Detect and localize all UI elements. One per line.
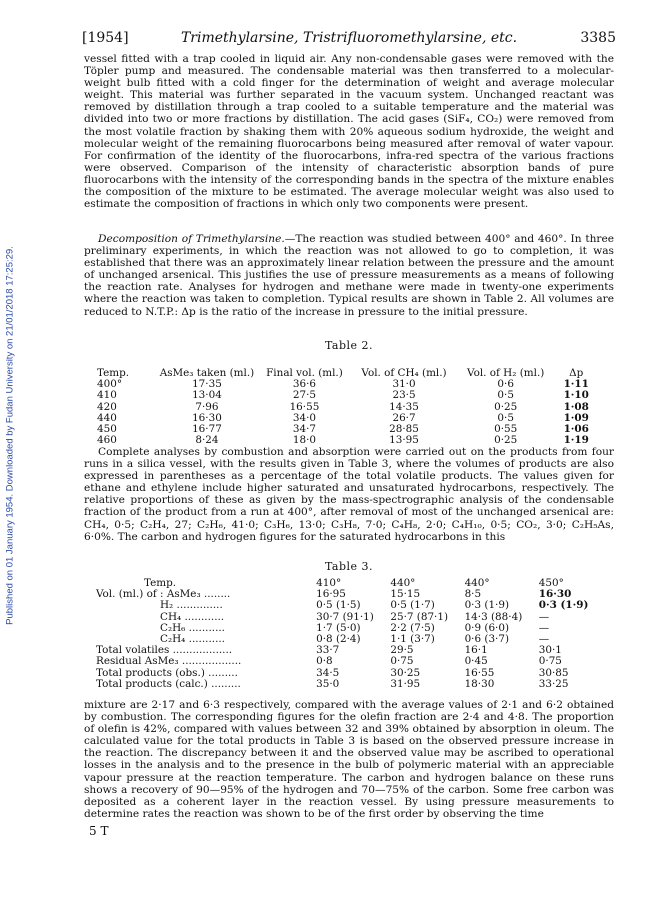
table-row <box>96 600 598 611</box>
table-cell: 30·1 <box>538 644 562 657</box>
table-2 <box>97 368 597 446</box>
table-cell: 34·5 <box>316 666 340 679</box>
table-cell: 1·1 (3·7) <box>390 633 435 646</box>
table-cell: 33·25 <box>538 677 569 690</box>
table-cell: 0·5 <box>497 411 514 424</box>
table-cell: 460 <box>97 434 117 447</box>
table-cell: 30·25 <box>390 666 421 679</box>
table-cell: 25·7 (87·1) <box>390 610 449 623</box>
column-header: Vol. of CH₄ (ml.) <box>361 367 447 379</box>
column-header: Temp. <box>97 367 130 379</box>
table-cell: 30·7 (91·1) <box>316 610 374 623</box>
table-cell: 7·96 <box>195 400 219 413</box>
paragraph-text: Complete analyses by combustion and absorption were carried out on the products from four runs in a silica vessel, with the results given in Table 3, where the volumes of products are also expressed in parentheses as a percentage of the total volatile products. The values given for ethane and ethylene include higher saturated and unsaturated hydrocarbons, respectively. The relative proportions of these as given by the mass-spectrographic analysis of the condensable fraction of the product from a run at 400°, after removal of most of the unchanged arsenical are: CH₄, 0·5; C₂H₄, 27; C₂H₆, 41·0; C₃H₆, 13·0; C₃H₈, 7·0; C₄H₈, 2·0; C₄H₁₀, 0·5; CO₂, 3·0; C₂H₅As, 6·0%. The carbon and hydrogen figures for the saturated hydrocarbons in this <box>84 446 614 543</box>
table-row <box>97 413 597 424</box>
section-heading: Decomposition of Trimethylarsine. <box>98 233 285 245</box>
table-cell: — <box>538 633 550 646</box>
table-cell: 410 <box>97 389 117 402</box>
signature-mark: 5 T <box>89 824 109 838</box>
table-cell: 0·9 (6·0) <box>464 621 510 634</box>
table-cell: C₂H₄ ........... <box>160 633 225 646</box>
table-cell: 0·25 <box>494 434 518 447</box>
table-row <box>97 424 597 435</box>
table-cell: 0·75 <box>390 655 414 668</box>
table-cell: H₂ .............. <box>160 599 223 612</box>
table-cell: 16·95 <box>316 588 346 601</box>
column-header: 450° <box>538 577 564 589</box>
column-header: 440° <box>390 577 416 589</box>
column-header: Vol. of H₂ (ml.) <box>467 367 545 379</box>
table-cell: 400° <box>97 378 123 391</box>
table-row <box>97 390 597 401</box>
table-cell: 16·1 <box>464 644 488 657</box>
table-cell: 0·6 <box>497 378 514 391</box>
table-cell: 36·6 <box>292 378 317 391</box>
table-cell: Vol. (ml.) of : AsMe₃ ........ <box>96 588 231 601</box>
table-header-row <box>97 368 597 379</box>
table-cell: 0·3 (1·9) <box>538 599 589 612</box>
table-cell: 1·19 <box>563 434 589 447</box>
table-row <box>97 379 597 390</box>
table-cell: 31·95 <box>390 677 421 690</box>
table-cell: Residual AsMe₃ .................. <box>96 655 242 668</box>
header-year: [1954] <box>82 30 129 46</box>
column-header: Final vol. (ml.) <box>266 367 343 379</box>
table-cell: 0·45 <box>464 655 488 668</box>
table-cell: — <box>538 610 550 623</box>
table-cell: 29·5 <box>390 644 414 657</box>
table-cell: 31·0 <box>392 378 416 391</box>
table-cell: 26·7 <box>392 411 416 424</box>
column-header: 440° <box>464 577 490 589</box>
table-3 <box>96 578 598 690</box>
table2-caption: Table 2. <box>324 339 374 352</box>
header-title: Trimethylarsine, Tristrifluoromethylarsine, etc. <box>180 30 518 46</box>
table-cell: 0·55 <box>494 423 518 436</box>
table-cell: 0·5 (1·7) <box>390 599 435 612</box>
table-cell: 0·8 <box>316 655 333 668</box>
table-row <box>96 679 598 690</box>
table-cell: Total products (calc.) ......... <box>96 677 241 690</box>
table-cell: 35·0 <box>316 677 340 690</box>
paragraph-methods <box>84 53 614 210</box>
table-cell: 2·2 (7·5) <box>390 621 435 634</box>
table-cell: 1·7 (5·0) <box>316 621 361 634</box>
table-cell: 18·30 <box>464 677 495 690</box>
table-cell: 450 <box>97 423 117 436</box>
table-cell: 14·35 <box>389 400 419 413</box>
table-cell: 16·30 <box>538 588 572 601</box>
table-cell: 420 <box>97 400 117 413</box>
table-cell: 28·85 <box>389 423 419 436</box>
table-cell: 16·55 <box>464 666 495 679</box>
paragraph-text: —The reaction was studied between 400° and 460°. In three preliminary experiments, in which the reaction was not allowed to go to completion, it was established that there was an approximately linear relation between the pressure and the amount of unchanged arsenical. This justifies the use of pressure measurements as a means of following the reaction rate. Analyses for hydrogen and methane were made in twenty-one experiments where the reaction was taken to completion. Typical results are shown in Table 2. All volumes are reduced to N.T.P.: Δp is the ratio of the increase in pressure to the initial pressure. <box>84 233 615 318</box>
table-cell: 1·11 <box>563 378 589 391</box>
table-cell: 17·35 <box>192 378 222 391</box>
table-cell: 0·6 (3·7) <box>464 633 510 646</box>
table-cell: 1·08 <box>563 400 589 413</box>
table-cell: CH₄ ............ <box>160 610 225 623</box>
table-cell: 0·5 (1·5) <box>316 599 361 612</box>
column-header: 410° <box>316 577 342 589</box>
table-row <box>97 402 597 413</box>
table-cell: 8·24 <box>195 434 219 447</box>
paragraph-analyses <box>84 446 614 543</box>
table-cell: 0·75 <box>538 655 562 668</box>
table-cell: Total volatiles .................. <box>96 644 233 657</box>
table-cell: 1·09 <box>563 411 589 424</box>
table-row <box>96 656 598 667</box>
table-cell: 8·5 <box>464 588 482 601</box>
table-cell: 13·04 <box>192 389 222 402</box>
table-cell: C₂H₆ ........... <box>160 621 225 634</box>
paragraph-text: mixture are 2·17 and 6·3 respectively, compared with the average values of 2·1 and 6·2 obtained by combustion. The corresponding figures for the olefin fraction are 2·4 and 4·8. The proportion of olefin is 42%, compared with values between 32 and 39% obtained by absorption in oleum. The calculated value for the total products in Table 3 is based on the observed pressure increase in the reaction. The discrepancy between it and the observed value may be ascribed to operational losses in the analysis and to the presence in the bulb of polymeric material with an appreciable vapour pressure at the reaction temperature. The carbon and hydrogen balance on these runs shows a recovery of 90—95% of the hydrogen and 70—75% of the carbon. Some free carbon was deposited as a coherent layer in the reaction vessel. By using pressure measurements to determine rates the reaction was shown to be of the first order by observing the time <box>84 699 614 820</box>
table-cell: 13·95 <box>389 434 419 447</box>
paragraph-decomposition <box>84 233 614 318</box>
table-cell: 1·10 <box>563 389 589 402</box>
column-header: Δp <box>569 367 584 379</box>
table-cell: 0·3 (1·9) <box>464 599 510 612</box>
table-cell: 30·85 <box>538 666 569 679</box>
table-cell: 23·5 <box>392 389 416 402</box>
table-cell: 0·8 (2·4) <box>316 633 361 646</box>
table-cell: 33·7 <box>316 644 340 657</box>
table-cell: 0·5 <box>497 389 514 402</box>
table-cell: 15·15 <box>390 588 421 601</box>
page-number: 3385 <box>580 30 616 46</box>
table-cell: 1·06 <box>563 423 589 436</box>
table-cell: 0·25 <box>494 400 518 413</box>
table-cell: 14·3 (88·4) <box>464 610 523 623</box>
table-cell: 34·0 <box>292 411 317 424</box>
running-header <box>82 30 616 48</box>
table-cell: 440 <box>97 411 117 424</box>
table-row <box>97 435 597 446</box>
paragraph-discussion <box>84 699 614 820</box>
table-cell: 34·7 <box>292 423 317 436</box>
table-cell: 27·5 <box>292 389 317 402</box>
download-stamp[interactable]: Published on 01 January 1954. Downloaded by Fudan University on 21/01/2018 17:25:29. <box>4 246 16 625</box>
table-cell: — <box>538 621 550 634</box>
table-cell: 16·30 <box>192 411 222 424</box>
column-header: AsMe₃ taken (ml.) <box>159 367 255 379</box>
table-cell: 16·55 <box>289 400 320 413</box>
table3-caption: Table 3. <box>324 560 374 573</box>
table-cell: 16·77 <box>192 423 222 436</box>
table-cell: Total products (obs.) ......... <box>96 666 238 679</box>
table-cell: 18·0 <box>292 434 317 447</box>
paragraph-text: vessel fitted with a trap cooled in liquid air. Any non-condensable gases were removed with the Töpler pump and measured. The condensable material was then transferred to a molecular-weight bulb fitted with a cold finger for the determination of weight and average molecular weight. This material was further separated in the vacuum system. Unchanged reactant was removed by distillation through a trap cooled to a suitable temperature and the material was divided into two or more fractions by distillation. The acid gases (SiF₄, CO₂) were removed from the most volatile fraction by shaking them with 20% aqueous sodium hydroxide, the weight and molecular weight of the remaining fluorocarbons being measured after removal of water vapour. For confirmation of the identity of the fluorocarbons, infra-red spectra of the various fractions were observed. Comparison of the intensity of characteristic absorption bands of pure fluorocarbons with the intensity of the corresponding bands in the spectra of the mixture enables the composition of the mixture to be estimated. The average molecular weight was also used to estimate the composition of fractions in which only two components were present. <box>84 53 614 211</box>
column-header: Temp. <box>144 577 177 589</box>
